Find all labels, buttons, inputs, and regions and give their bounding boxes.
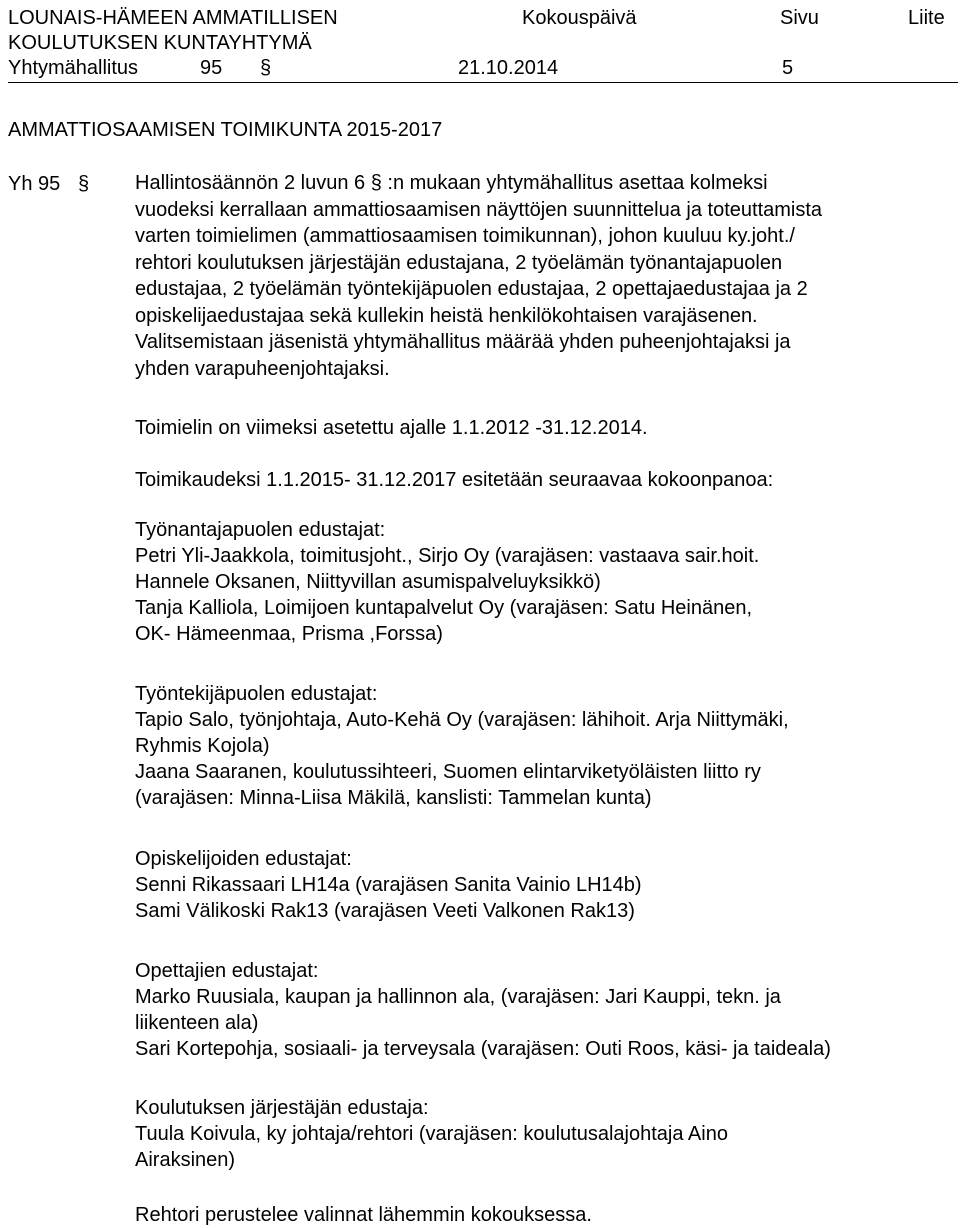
member-line: Hannele Oksanen, Niittyvillan asumispalveluyksikkö) bbox=[135, 571, 601, 593]
organizer-group bbox=[135, 1095, 728, 1173]
intro-line: edustajaa, 2 työelämän työntekijäpuolen edustajaa, 2 opettajaedustajaa ja 2 bbox=[135, 278, 808, 300]
member-line: Marko Ruusiala, kaupan ja hallinnon ala, (varajäsen: Jari Kauppi, tekn. ja bbox=[135, 986, 781, 1008]
header-meeting-date: 21.10.2014 bbox=[458, 57, 559, 79]
teachers-heading: Opettajien edustajat: bbox=[135, 960, 319, 982]
header-page-number: 5 bbox=[782, 57, 794, 79]
employees-group bbox=[135, 681, 789, 811]
header-section-number: 95 bbox=[200, 57, 223, 79]
member-line: (varajäsen: Minna-Liisa Mäkilä, kanslisti: Tammelan kunta) bbox=[135, 787, 652, 809]
intro-line: Valitsemistaan jäsenistä yhtymähallitus määrää yhden puheenjohtajaksi ja bbox=[135, 331, 791, 353]
students-group bbox=[135, 846, 642, 924]
org-name-line2: KOULUTUKSEN KUNTAYHTYMÄ bbox=[8, 32, 312, 54]
intro-paragraph bbox=[135, 170, 955, 382]
member-line: Tapio Salo, työnjohtaja, Auto-Kehä Oy (varajäsen: lähihoit. Arja Niittymäki, bbox=[135, 709, 789, 731]
teachers-group bbox=[135, 958, 831, 1062]
header-rule bbox=[8, 82, 958, 83]
intro-line: opiskelijaedustajaa sekä kullekin heistä henkilökohtaisen varajäsenen. bbox=[135, 304, 758, 327]
employers-heading: Työnantajapuolen edustajat: bbox=[135, 519, 386, 541]
member-line: Tuula Koivula, ky johtaja/rehtori (varajäsen: koulutusalajohtaja Aino bbox=[135, 1123, 728, 1145]
section-ref-mark: § bbox=[78, 173, 90, 195]
intro-line: vuodeksi kerrallaan ammattiosaamisen näyttöjen suunnittelua ja toteuttamista bbox=[135, 198, 823, 221]
employees-heading: Työntekijäpuolen edustajat: bbox=[135, 683, 378, 705]
header-attachment-label: Liite bbox=[908, 7, 945, 29]
member-line: liikenteen ala) bbox=[135, 1012, 259, 1034]
member-line: Airaksinen) bbox=[135, 1149, 236, 1171]
intro-line: Hallintosäännön 2 luvun 6 § :n mukaan yhtymähallitus asettaa kolmeksi bbox=[135, 172, 768, 194]
employers-group bbox=[135, 517, 759, 647]
org-name-line1: LOUNAIS-HÄMEEN AMMATILLISEN bbox=[8, 7, 338, 29]
intro-line: rehtori koulutuksen järjestäjän edustajana, 2 työelämän työnantajapuolen bbox=[135, 251, 783, 274]
document-title: AMMATTIOSAAMISEN TOIMIKUNTA 2015-2017 bbox=[8, 119, 443, 141]
member-line: Ryhmis Kojola) bbox=[135, 735, 270, 757]
member-line: Petri Yli-Jaakkola, toimitusjoht., Sirjo Oy (varajäsen: vastaava sair.hoit. bbox=[135, 545, 760, 567]
section-ref: Yh 95 bbox=[8, 173, 61, 195]
member-line: Sami Välikoski Rak13 (varajäsen Veeti Valkonen Rak13) bbox=[135, 900, 635, 922]
header-body-name: Yhtymähallitus bbox=[8, 57, 139, 79]
member-line: Jaana Saaranen, koulutussihteeri, Suomen elintarviketyöläisten liitto ry bbox=[135, 761, 761, 783]
intro-line: varten toimielimen (ammattiosaamisen toimikunnan), johon kuuluu ky.joht./ bbox=[135, 225, 795, 247]
header-section-mark: § bbox=[260, 57, 272, 79]
header-date-label: Kokouspäivä bbox=[522, 7, 637, 29]
students-heading: Opiskelijoiden edustajat: bbox=[135, 848, 352, 870]
header-page-label: Sivu bbox=[780, 7, 819, 29]
member-line: OK- Hämeenmaa, Prisma ,Forssa) bbox=[135, 623, 443, 645]
previous-term: Toimielin on viimeksi asetettu ajalle 1.1.2012 -31.12.2014. bbox=[135, 417, 648, 439]
closing-note: Rehtori perustelee valinnat lähemmin kokouksessa. bbox=[135, 1204, 592, 1226]
member-line: Tanja Kalliola, Loimijoen kuntapalvelut Oy (varajäsen: Satu Heinänen, bbox=[135, 597, 753, 619]
intro-line: yhden varapuheenjohtajaksi. bbox=[135, 357, 390, 380]
member-line: Sari Kortepohja, sosiaali- ja terveysala (varajäsen: Outi Roos, käsi- ja taideala) bbox=[135, 1038, 831, 1060]
organizer-heading: Koulutuksen järjestäjän edustaja: bbox=[135, 1097, 429, 1119]
proposal: Toimikaudeksi 1.1.2015- 31.12.2017 esitetään seuraavaa kokoonpanoa: bbox=[135, 469, 774, 491]
member-line: Senni Rikassaari LH14a (varajäsen Sanita Vainio LH14b) bbox=[135, 874, 642, 896]
